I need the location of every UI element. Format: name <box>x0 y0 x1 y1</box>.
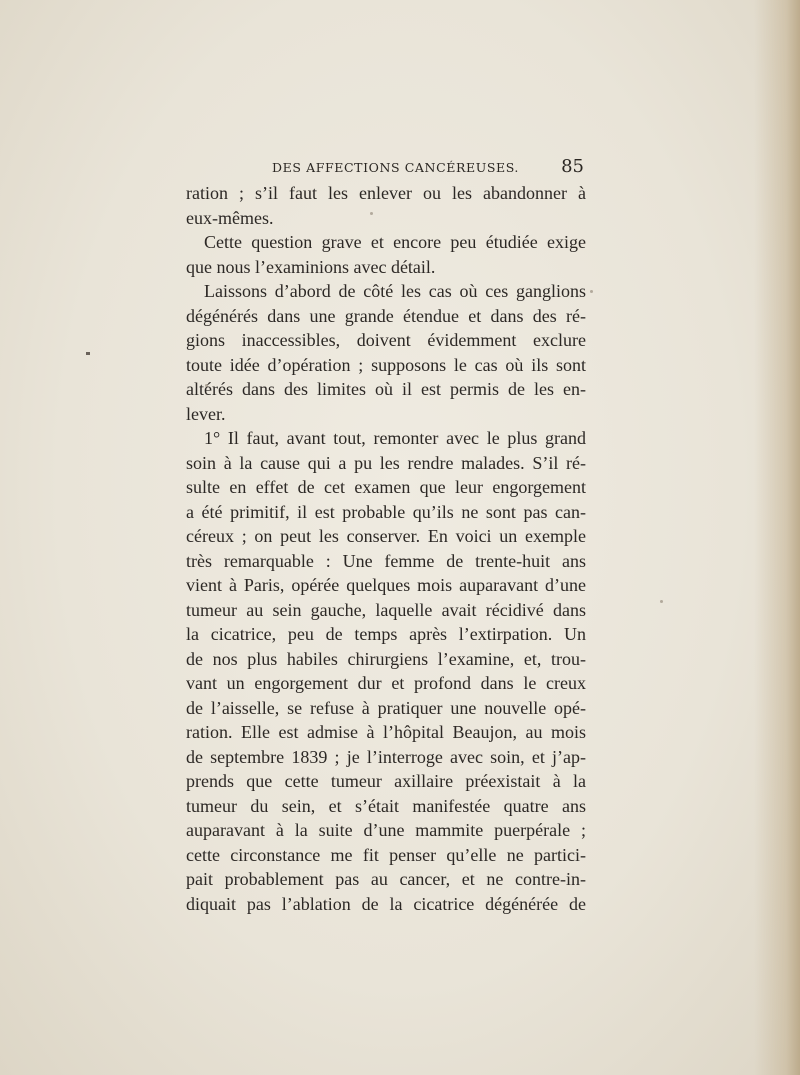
paper-speck <box>660 600 663 603</box>
page-number: 85 <box>561 156 584 177</box>
text-line: Cette question grave et encore peu étudiée exige <box>204 232 586 252</box>
text-line: lever. <box>186 403 226 424</box>
text-line: la cicatrice, peu de temps après l’extirpation. Un <box>186 624 586 644</box>
text-line: vant un engorgement dur et profond dans le creux <box>186 673 586 693</box>
text-line: céreux ; on peut les conserver. En voici un exemple <box>186 526 586 546</box>
text-line: de septembre 1839 ; je l’interroge avec soin, et j’ap- <box>186 746 586 767</box>
page-header <box>186 156 584 178</box>
text-line: gions inaccessibles, doivent évidemment exclure <box>186 330 586 350</box>
text-line: toute idée d’opération ; supposons le cas où ils sont <box>186 354 586 375</box>
page-edge-shadow <box>754 0 800 1075</box>
text-line: auparavant à la suite d’une mammite puerpérale ; <box>186 820 586 840</box>
text-line: soin à la cause qui a pu les rendre malades. S’il ré- <box>186 452 586 473</box>
text-line: cette circonstance me fit penser qu’elle ne partici- <box>186 844 586 865</box>
text-line: tumeur au sein gauche, laquelle avait récidivé dans <box>186 599 586 620</box>
running-title: DES AFFECTIONS CANCÉREUSES. <box>272 160 520 175</box>
text-line: de nos plus habiles chirurgiens l’examine, et, trou- <box>186 648 586 669</box>
text-line: vient à Paris, opérée quelques mois auparavant d’une <box>186 575 586 595</box>
text-line: très remarquable : Une femme de trente-huit ans <box>186 550 586 571</box>
text-line: ration. Elle est admise à l’hôpital Beaujon, au mois <box>186 722 586 742</box>
text-line: prends que cette tumeur axillaire préexistait à la <box>186 771 586 791</box>
text-line: que nous l’examinions avec détail. <box>186 256 436 277</box>
text-line: de l’aisselle, se refuse à pratiquer une nouvelle opé- <box>186 697 586 718</box>
text-line: dégénérés dans une grande étendue et dans des ré- <box>186 305 586 326</box>
text-line: Laissons d’abord de côté les cas où ces ganglions <box>204 281 586 301</box>
text-line: sulte en effet de cet examen que leur engorgement <box>186 477 586 497</box>
text-line: pait probablement pas au cancer, et ne contre-in- <box>186 869 586 889</box>
text-line: a été primitif, il est probable qu’ils ne sont pas can- <box>186 501 586 522</box>
text-line: tumeur du sein, et s’était manifestée quatre ans <box>186 795 586 816</box>
text-line: 1° Il faut, avant tout, remonter avec le plus grand <box>204 428 586 448</box>
text-line: diquait pas l’ablation de la cicatrice dégénérée de <box>186 893 586 914</box>
body-text <box>186 181 586 916</box>
text-line: altérés dans des limites où il est permis de les en- <box>186 379 586 399</box>
text-line: ration ; s’il faut les enlever ou les abandonner à <box>186 183 586 203</box>
text-line: eux-mêmes. <box>186 207 274 228</box>
paper-speck <box>590 290 593 293</box>
margin-mark <box>86 352 90 355</box>
